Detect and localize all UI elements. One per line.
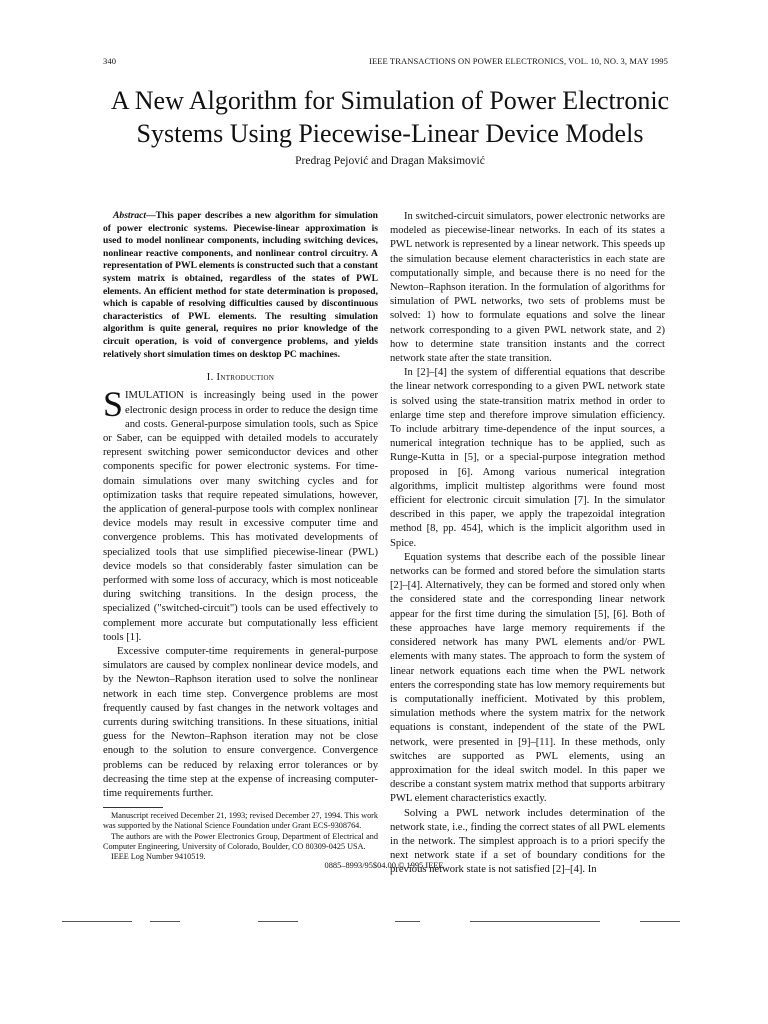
abstract-lead: Abstract <box>113 210 147 221</box>
right-paragraph-4: Solving a PWL network includes determination of the network state, i.e., finding the correct states of all PWL elements in the network. The simplest approach is to a priori specify the next network state if a set of boundary conditions for the previous network state is not satisfied [2]–[4]. In <box>390 807 665 876</box>
scan-artifact-line <box>470 921 600 922</box>
scan-artifact-line <box>640 921 680 922</box>
right-paragraph-2: In [2]–[4] the system of differential equations that describe the linear network corresponding to a given PWL network state is solved using the state-transition matrix method in order to enlarge time step and therefore improve simulation efficiency. To include arbitrary time-dependence of the input sources, a numerical integration technique has to be applied, such as Runge-Kutta in [5], or a special-purpose integration method proposed in [6]. Among various numerical integration algorithms, implicit multistep algorithms were found most efficient for electronic circuit simulation [7]. In the simulator described in this paper, we apply the trapezoidal integration method [8, pp. 454], which is the implicit algorithm used in Spice. <box>390 367 665 549</box>
section-heading <box>103 371 378 385</box>
footnote-log-number: IEEE Log Number 9410519. <box>111 852 206 862</box>
intro-paragraph-1 <box>103 384 378 645</box>
footnotes <box>103 807 378 862</box>
section-title: Introduction <box>216 372 275 384</box>
authors: Predrag Pejović and Dragan Maksimović <box>295 155 485 167</box>
footnote-authors: The authors are with the Power Electronics Group, Department of Electrical and Computer Engineering, University of Colorado, Boulder, CO 80309-0425 USA. <box>103 831 378 851</box>
page-number: 340 <box>103 56 117 66</box>
paper-title: A New Algorithm for Simulation of Power Electronic Systems Using Piecewise-Linear Device Models <box>110 86 670 148</box>
drop-cap: S <box>103 384 124 425</box>
right-paragraph-1: In switched-circuit simulators, power electronic networks are modeled as piecewise-linear networks. In each of its states a PWL network is represented by a linear network. This speeds up the simulation because element characteristics in each state are computationally simple, and because there is no need for the Newton–Raphson iteration. In the formulation of algorithms for simulation of PWL networks, two sets of problems must be solved: 1) how to formulate equations and solve the linear network corresponding to a given PWL network state, and 2) how to determine state transition instants and the correct network state after the state transition. <box>390 211 665 365</box>
abstract-text: —This paper describes a new algorithm for simulation of power electronic systems. Piecewise-linear approximation is used to model nonlinear components, including switching devices, nonlinear reactive components, and nonlinear control circuitry. A representation of PWL elements is constructed such that a constant system matrix is obtained, regardless of the states of PWL elements. An efficient method for state determination is proposed, which is capable of resolving difficulties caused by discontinuous characteristics of PWL elements. The resulting simulation algorithm is quite general, requires no prior knowledge of the circuit operation, is void of convergence problems, and yields relatively short simulation times on desktop PC machines. <box>103 210 378 360</box>
footnote-rule <box>103 807 163 808</box>
scan-artifact-line <box>150 921 180 922</box>
left-column <box>103 210 378 862</box>
abstract <box>103 210 378 361</box>
copyright-line: 0885–8993/95$04.00 © 1995 IEEE <box>324 861 444 870</box>
scan-artifact-line <box>258 921 298 922</box>
intro-paragraph-2: Excessive computer-time requirements in general-purpose simulators are caused by complex nonlinear device models, and by the Newton–Raphson iteration used to solve the nonlinear network in each time step. Convergence problems are most frequently caused by fast changes in the network voltages and currents during switching transitions. In these situations, initial guess for the Newton–Raphson iteration may not be close enough to the solution to ensure convergence. Convergence problems can be reduced by relaxing error tolerances or by decreasing the time step at the expense of increasing computer-time requirements further. <box>103 645 378 800</box>
right-column <box>390 210 665 878</box>
intro-paragraph-1-text: IMULATION is increasingly being used in the power electronic design process in order to reduce the design time and costs. General-purpose simulation tools, such as Spice or Saber, can be equipped with detailed models to accurately represent switching power semiconductor devices and other components specific for power electronic systems. For time-domain simulations over many switching cycles and for optimization tasks that require repeated simulations, however, the application of general-purpose tools with complex nonlinear device models may result in excessive computer time and convergence problems. This has motivated developments of specialized tools that use simplified piecewise-linear (PWL) device models so that considerably faster simulation can be performed with some loss of accuracy, which is most noticeable during switching transitions. In the design process, the specialized ("switched-circuit") tools can be used effectively to complement more accurate but computationally less efficient tools [1]. <box>103 390 378 643</box>
section-number: I. <box>206 372 214 384</box>
right-paragraph-3: Equation systems that describe each of the possible linear networks can be formed and stored before the simulation starts [2]–[4]. Alternatively, they can be formed and stored only when the considered state and the corresponding linear network appear for the first time during the simulation [5], [6]. Both of these approaches have large memory requirements if the considered network has many PWL elements and/or PWL elements with many states. The approach to form the system of linear network equations each time when the PWL network enters the corresponding state has low memory requirements but is computationally inefficient. Motivated by this problem, simulation methods where the system matrix for the network equations is constant, independent of the state of the PWL network, were presented in [9]–[11]. In these methods, only switches are supported as PWL elements, using an approximation for the ideal switch model. In this paper we describe a constant system matrix method that supports arbitrary PWL element characteristics exactly. <box>390 551 665 805</box>
footnote-manuscript: Manuscript received December 21, 1993; revised December 27, 1994. This work was supported by the National Science Foundation under Grant ECS-9308764. <box>103 811 378 831</box>
scan-artifact-line <box>395 921 420 922</box>
journal-header: IEEE TRANSACTIONS ON POWER ELECTRONICS, VOL. 10, NO. 3, MAY 1995 <box>369 56 668 66</box>
scan-artifact-line <box>62 921 132 922</box>
